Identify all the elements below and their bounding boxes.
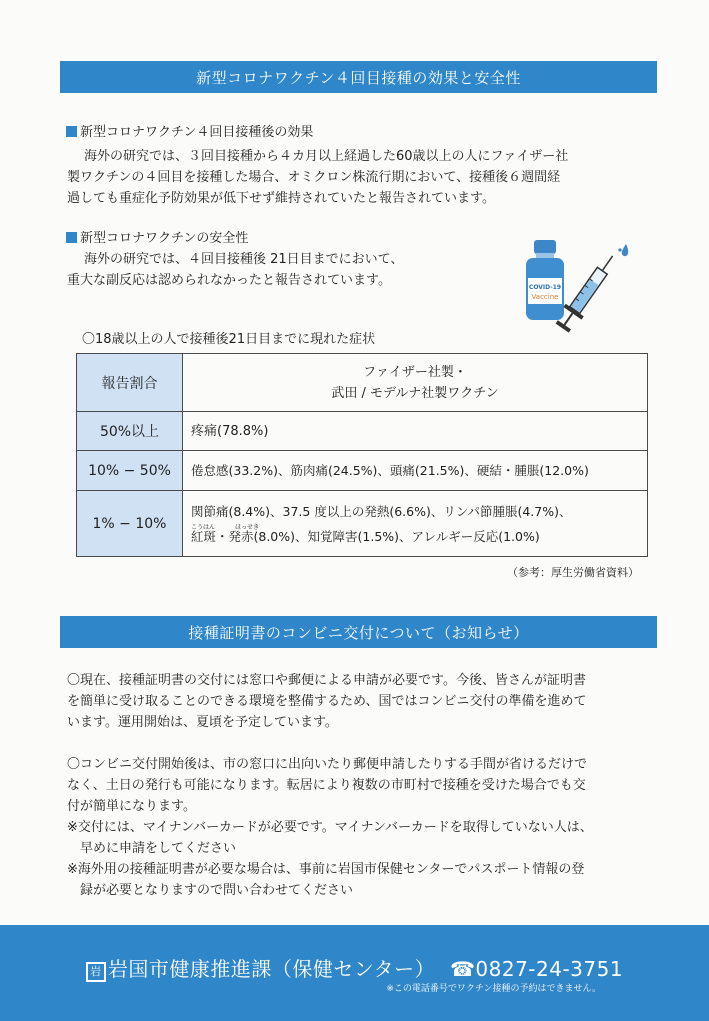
effect-line-3: 過しても重症化予防効果が低下せず維持されていたと報告されています。 [67,191,495,206]
svg-text:Vaccine: Vaccine [531,293,559,301]
furigana-hosseki: ほっせき [235,523,260,531]
symptoms-cell: 倦怠感(33.2%)、筋肉痛(24.5%)、頭痛(21.5%)、硬結・腫脹(12.0%) [183,451,648,491]
header-report-rate: 報告割合 [77,354,183,412]
cert-para2-line2: なく、土日の発行も可能になります。転居により複数の市町村で接種を受けた場合でも交 [67,778,586,793]
effect-line-1: 海外の研究では、３回目接種から４カ月以上経過した60歳以上の人にファイザー社 [84,149,569,164]
droplet-icon [622,244,628,256]
phone-number[interactable]: 0827-24-3751 [475,957,624,981]
safety-line-2: 重大な副反応は認められなかったと報告されています。 [67,273,391,288]
cert-para1-line2: を簡単に受け取ることのできる環境を整備するため、国ではコンビニ交付の準備を進めて [67,694,587,709]
cert-para2-line3: 付が簡単になります。 [67,799,196,814]
furigana-kouhan: こうはん [191,523,216,531]
cert-para1-line3: います。運用開始は、夏頃を予定しています。 [67,715,338,730]
symptoms-cell: 関節痛(8.4%)、37.5 度以上の発熱(6.6%)、リンパ節腫脹(4.7%)、 こうはん ほっせき 紅斑・発赤(8.0%)、知覚障害(1.5%)、アレルギー反応(1.0%) [183,491,648,557]
cert-note1-line1: ※交付には、マイナンバーカードが必要です。マイナンバーカードを取得していない人は、 [67,820,593,835]
safety-heading: 新型コロナワクチンの安全性 [66,227,248,246]
side-effects-table [76,353,648,557]
cert-note1-line2: 早めに申請をしてください [80,841,237,856]
table-row [77,412,648,451]
section-title-text: 接種証明書のコンビニ交付について（お知らせ） [188,623,529,642]
effect-heading: 新型コロナワクチン４回目接種後の効果 [66,121,313,140]
table-header-row [77,354,648,412]
cert-para1-line1: 〇現在、接種証明書の交付には窓口や郵便による申請が必要です。今後、皆さんが証明書 [67,673,586,688]
footer-contact [0,953,709,982]
department-name: 岩国市健康推進課（保健センター） [107,957,436,981]
square-bullet-icon [66,126,77,137]
effect-line-2: 製ワクチンの４回目を接種した場合、オミクロン株流行期において、接種後６週間経 [67,170,561,185]
rate-cell: 10% − 50% [77,451,183,491]
iwakuni-city-logo-icon: 岩 [86,962,106,982]
header-vaccine-brands: ファイザー社製・ 武田 / モデルナ社製ワクチン [183,354,648,412]
svg-text:COVID-19: COVID-19 [528,284,562,291]
square-bullet-icon [66,232,77,243]
cert-para2-line1: 〇コンビニ交付開始後は、市の窓口に出向いたり郵便申請したりする手間が省けるだけで [67,757,588,772]
footer-contact-band [0,925,709,1021]
table-row [77,451,648,491]
source-note: （参考：厚生労働省資料） [507,566,639,579]
table-caption: 〇18歳以上の人で接種後21日目までに現れた症状 [82,332,376,347]
section-title-text: 新型コロナワクチン４回目接種の効果と安全性 [196,68,521,87]
rate-cell: 50%以上 [77,412,183,451]
cert-note2-line2: 録が必要となりますので問い合わせてください [80,883,354,898]
cert-note2-line1: ※海外用の接種証明書が必要な場合は、事前に岩国市保健センターでパスポート情報の登 [67,862,585,877]
safety-line-1: 海外の研究では、４回目接種後 21日目までにおいて、 [84,252,404,267]
table-row [77,491,648,557]
vaccine-illustration [522,236,642,344]
section-title-convenience-store-certificate [60,616,657,648]
symptoms-cell: 疼痛(78.8%) [183,412,648,451]
rate-cell: 1% − 10% [77,491,183,557]
phone-icon: ☎ [449,957,476,981]
section-title-vaccine-effect-safety [60,61,657,93]
footer-note: ※この電話番号でワクチン接種の予約はできません。 [386,984,601,994]
vaccine-vial-icon [526,240,564,320]
